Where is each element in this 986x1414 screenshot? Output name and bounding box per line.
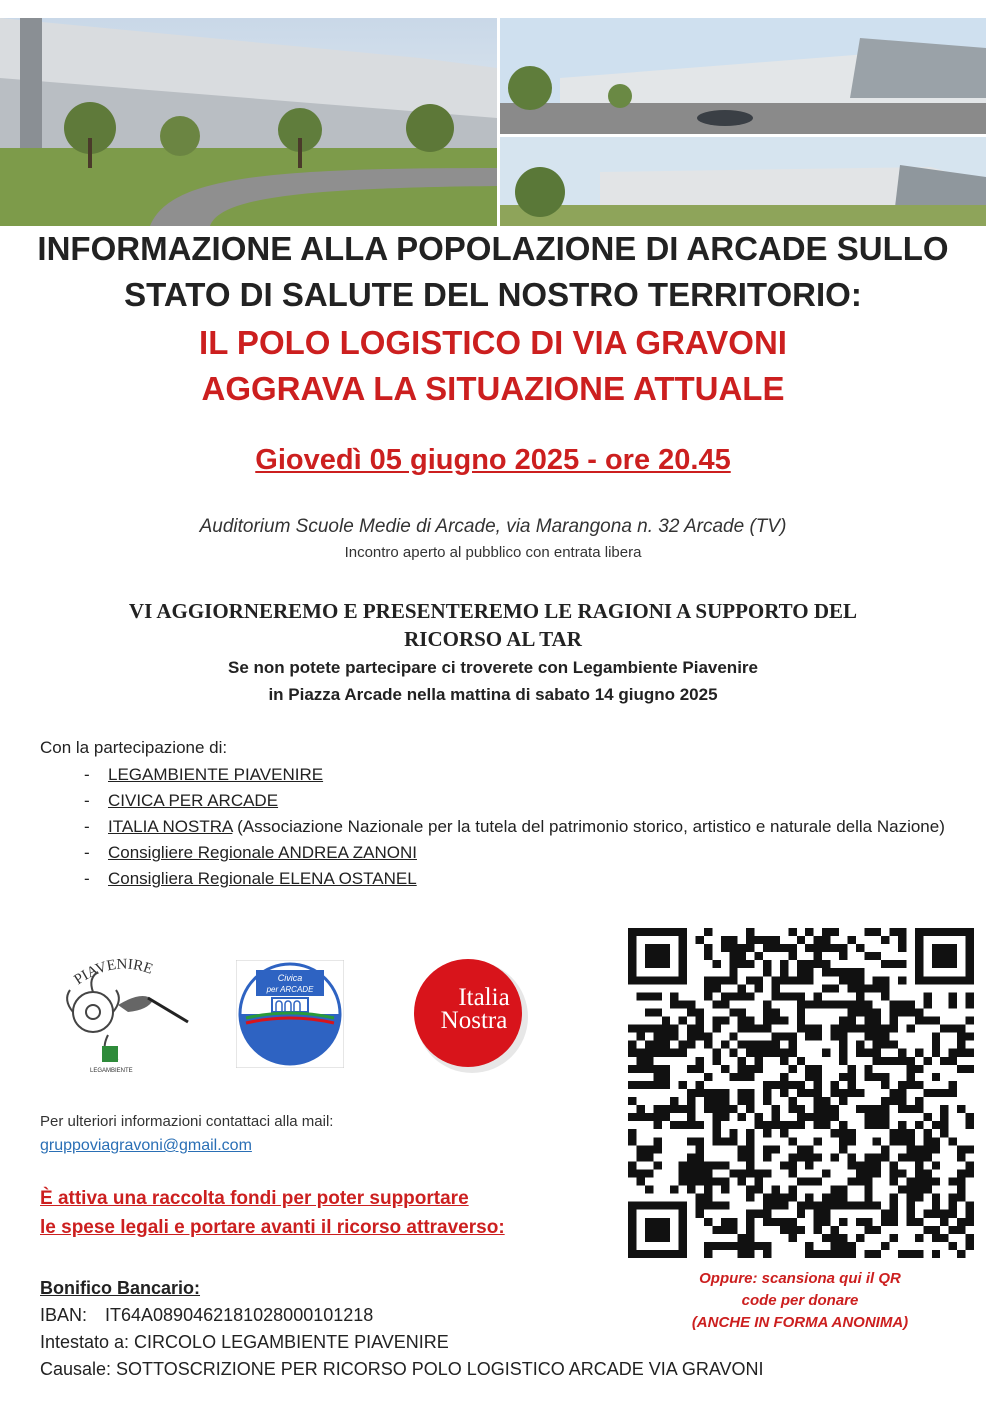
event-open-note: Incontro aperto al pubblico con entrata libera — [344, 544, 642, 561]
contact-email-link[interactable]: gruppoviagravoni@gmail.com — [40, 1137, 252, 1154]
bank-heading: Bonifico Bancario: — [40, 1278, 201, 1298]
title-line-1: INFORMAZIONE ALLA POPOLAZIONE DI ARCADE SULLO — [37, 230, 949, 267]
qr-note-line-2: code per donare — [741, 1292, 859, 1309]
svg-text:per ARCADE: per ARCADE — [266, 985, 314, 994]
event-date: Giovedì 05 giugno 2025 - ore 20.45 — [255, 444, 731, 476]
bank-holder: Intestato a: CIRCOLO LEGAMBIENTE PIAVENIRE — [40, 1332, 449, 1352]
list-item: - LEGAMBIENTE PIAVENIRE — [84, 765, 324, 784]
title-line-2: STATO DI SALUTE DEL NOSTRO TERRITORIO: — [124, 276, 862, 313]
piavenire-logo — [48, 950, 193, 1075]
iban-label: IBAN: — [40, 1305, 88, 1325]
list-item: - ITALIA NOSTRA (Associazione Nazionale per la tutela del patrimonio storico, artistico e naturale della Nazione) — [84, 817, 945, 836]
italia-nostra-logo — [410, 955, 530, 1075]
participation-list — [84, 762, 959, 892]
list-item: - Consigliera Regionale ELENA OSTANEL — [84, 869, 417, 888]
civica-per-arcade-logo — [236, 960, 344, 1068]
participant-name: ITALIA NOSTRA — [108, 817, 233, 836]
iban-value: IT64A0890462181028000101218 — [105, 1305, 374, 1325]
svg-text:Italia: Italia — [458, 984, 510, 1011]
announce-line-3: Se non potete partecipare ci troverete con Legambiente Piavenire — [227, 658, 758, 677]
title-line-3: IL POLO LOGISTICO DI VIA GRAVONI — [199, 324, 787, 361]
svg-text:LEGAMBIENTE: LEGAMBIENTE — [90, 1068, 133, 1074]
participant-description: (Associazione Nazionale per la tutela del patrimonio storico, artistico e naturale della Nazione) — [232, 817, 945, 836]
contact-text: Per ulteriori informazioni contattaci alla mail: — [40, 1113, 334, 1130]
participation-intro: Con la partecipazione di: — [40, 738, 228, 757]
svg-text:Civica: Civica — [277, 973, 303, 983]
participant-name: Consigliera Regionale ELENA OSTANEL — [108, 869, 417, 888]
warehouse-render-large — [0, 18, 497, 226]
list-item: - Consigliere Regionale ANDREA ZANONI — [84, 843, 417, 862]
fundraising-line-2: le spese legali e portare avanti il ricorso attraverso: — [40, 1217, 505, 1238]
svg-text:PIAVENIRE: PIAVENIRE — [71, 956, 155, 989]
announce-line-2: RICORSO AL TAR — [404, 627, 582, 651]
qr-note-line-1: Oppure: scansiona qui il QR — [699, 1270, 901, 1287]
fundraising-line-1: È attiva una raccolta fondi per poter supportare — [40, 1188, 469, 1209]
participant-name: Consigliere Regionale ANDREA ZANONI — [108, 843, 417, 862]
participant-name: CIVICA PER ARCADE — [108, 791, 279, 810]
qr-note-line-3: (ANCHE IN FORMA ANONIMA) — [691, 1314, 909, 1331]
warehouse-render-bottom-right — [500, 137, 986, 226]
qr-note — [640, 1268, 960, 1334]
announce-line-1: VI AGGIORNEREMO E PRESENTEREMO LE RAGIONI A SUPPORTO DEL — [128, 599, 858, 623]
svg-text:Nostra: Nostra — [440, 1007, 508, 1034]
title-line-4: AGGRAVA LA SITUAZIONE ATTUALE — [201, 370, 785, 407]
announce-line-4: in Piazza Arcade nella mattina di sabato 14 giugno 2025 — [268, 685, 718, 704]
participant-name: LEGAMBIENTE PIAVENIRE — [108, 765, 324, 784]
list-item: - CIVICA PER ARCADE — [84, 791, 279, 810]
warehouse-render-top-right — [500, 18, 986, 134]
event-venue: Auditorium Scuole Medie di Arcade, via Marangona n. 32 Arcade (TV) — [199, 516, 787, 537]
donation-qr-code[interactable] — [628, 928, 974, 1258]
bank-reason: Causale: SOTTOSCRIZIONE PER RICORSO POLO LOGISTICO ARCADE VIA GRAVONI — [40, 1359, 764, 1379]
